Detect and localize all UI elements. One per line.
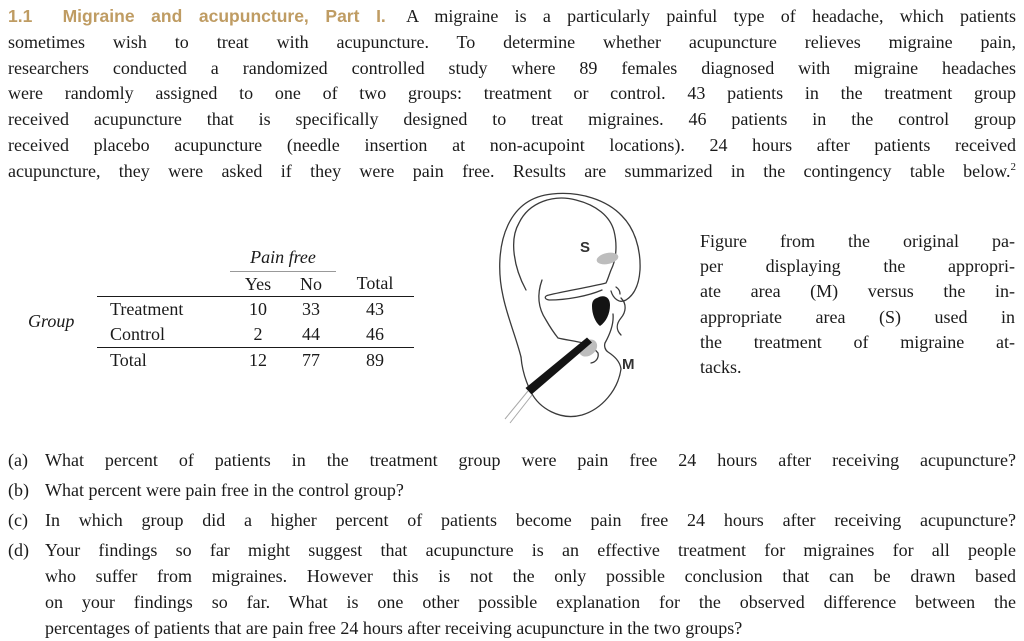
figure-caption [700,229,1015,380]
text-line: received acupuncture that is specifically designed to treat migraines. 46 patients in the control group [8,109,1016,130]
cell-control-total: 46 [336,322,414,348]
table-row-control [97,322,414,348]
exercise-intro [8,4,1016,185]
text-line: ate area (M) versus the in- [700,281,1015,302]
needle [526,338,593,395]
question-label: (c) [8,510,28,530]
cell-total-no: 77 [302,350,320,370]
contingency-table [97,244,414,373]
question-c [8,507,1016,533]
table-axis-label-group: Group [28,311,75,331]
text-line: on your findings so far. What is one other possible explanation for the observed difference between the [45,592,1016,612]
question-text: In which group did a higher percent of patients become pain free 24 hours after receiving acupuncture? [45,510,1016,530]
question-d [8,537,1016,641]
text-line: who suffer from migraines. However this is not the only possible conclusion that can be drawn based [45,566,1016,586]
intro-line-1 [8,4,1016,30]
question-text: What percent of patients in the treatment group were pain free 24 hours after receiving acupuncture? [45,450,1016,470]
question-text: What percent were pain free in the control group? [45,480,404,500]
row-label-total: Total [110,350,147,370]
col-header-total: Total [336,272,414,297]
text-line: tacks. [700,357,742,378]
empty-cell [97,244,230,272]
text-line: per displaying the appropri- [700,256,1015,277]
ear-squiggle [617,298,625,335]
cell-treatment-no: 33 [302,299,320,319]
table-row-total [97,348,414,374]
cell-total-yes: 12 [249,350,267,370]
table-row-treatment [97,297,414,323]
exercise-title: Migraine and acupuncture, Part I. [62,6,386,26]
label-s: S [580,239,591,256]
intro-last-line [8,159,1016,185]
ear-lobe-outline [521,314,621,416]
text-line: received placebo acupuncture (needle insertion at non-acupoint locations). 24 hours after patients received [8,134,1016,155]
empty-cell [336,244,414,272]
table-span-header-row [97,244,414,272]
table-header-row [97,272,414,297]
intro-line-1-text: A migraine is a particularly painful type of headache, which patients [406,6,1017,26]
empty-cell [97,272,230,297]
exercise-number: 1.1 [8,6,33,26]
tragus-black-area [592,296,610,326]
text-line: Figure from the original pa- [700,231,1015,251]
cell-control-no: 44 [286,322,336,348]
row-label-control: Control [97,322,230,348]
text-line: sometimes wish to treat with acupuncture. To determine whether acupuncture relieves migraine pain, [8,31,1016,52]
question-text [45,537,1016,641]
intro-last-line-text: acupuncture, they were asked if they were pain free. Results are summarized in the contingency table below. [8,160,1011,181]
row-label-treatment: Treatment [110,299,184,319]
text-line: researchers conducted a randomized controlled study where 89 females diagnosed with migraine headaches [8,57,1016,78]
cell-control-yes: 2 [230,322,286,348]
ear-dash [616,287,620,294]
question-a [8,447,1016,473]
text-line: percentages of patients that are pain free 24 hours after receiving acupuncture in the two groups? [45,618,743,638]
col-header-yes: Yes [230,272,286,297]
intro-lines [8,30,1016,159]
question-label: (b) [8,480,29,500]
inner-helix-line [514,198,616,300]
question-b [8,477,1016,503]
pain-free-span-header: Pain free [230,244,336,272]
questions-list [8,447,1016,641]
cell-total-total: 89 [366,350,384,370]
text-line: Your findings so far might suggest that acupuncture is an effective treatment for migraines for all people [45,540,1016,560]
question-label: (a) [8,450,28,470]
ear-figure [492,188,692,438]
col-header-no: No [286,272,336,297]
cell-treatment-total: 43 [366,299,384,319]
text-line: were randomly assigned to one of two groups: treatment or control. 43 patients in the treatment group [8,83,1016,104]
footnote-marker: 2 [1010,160,1016,173]
label-m: M [622,356,635,373]
question-label: (d) [8,540,29,560]
cell-treatment-yes: 10 [249,299,267,319]
text-line: the treatment of migraine at- [700,331,1015,352]
text-line: appropriate area (S) used in [700,306,1015,327]
